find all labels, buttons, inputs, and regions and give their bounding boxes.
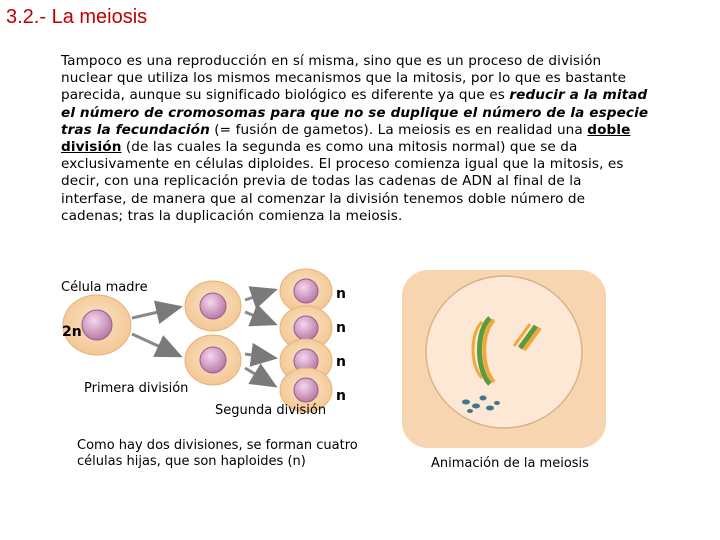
paragraph-text-1: Tampoco es una reproducción en sí misma, sino que es un proceso de división nuclear que utiliza los mismos mecanismos que la mitosis, por lo que es bastante parecida, aunque su significado biológico es diferente ya que es xyxy=(61,53,627,104)
animation-caption: Animación de la meiosis xyxy=(431,456,589,471)
mother-cell-label: Célula madre xyxy=(61,280,148,295)
paragraph-text-2: (= fusión de gametos). La meiosis es en realidad una xyxy=(209,121,588,138)
first-division-cell-top xyxy=(185,281,241,331)
first-division-label: Primera división xyxy=(84,381,189,396)
second-division-label: Segunda división xyxy=(215,403,327,418)
haploid-label-3: n xyxy=(336,354,346,370)
haploid-label-4: n xyxy=(336,388,346,404)
first-division-cell-bottom xyxy=(185,335,241,385)
meiosis-animation[interactable] xyxy=(402,270,606,448)
haploid-label-2: n xyxy=(336,320,346,336)
haploid-label-1: n xyxy=(336,286,346,302)
paragraph-text-3: (de las cuales la segunda es como una mitosis normal) que se da exclusivamente en células diploides. El proceso comienza igual que la mitosis, es decir, con una replicación previa de todas las cadenas de ADN al final de la interfase, de manera que al comenzar la división tenemos doble número de cadenas; tras la duplicación comienza la meiosis. xyxy=(61,139,624,224)
page-title: 3.2.- La meiosis xyxy=(6,6,148,28)
paragraph-underline: doble división xyxy=(61,121,631,156)
diploid-label: 2n xyxy=(62,324,82,340)
diagram-caption: Como hay dos divisiones, se forman cuatro células hijas, que son haploides (n) xyxy=(77,438,358,469)
paragraph-emphasis: reducir a la mitad el número de cromosomas para que no se duplique el número de la especie tras la fecundación xyxy=(61,87,649,138)
